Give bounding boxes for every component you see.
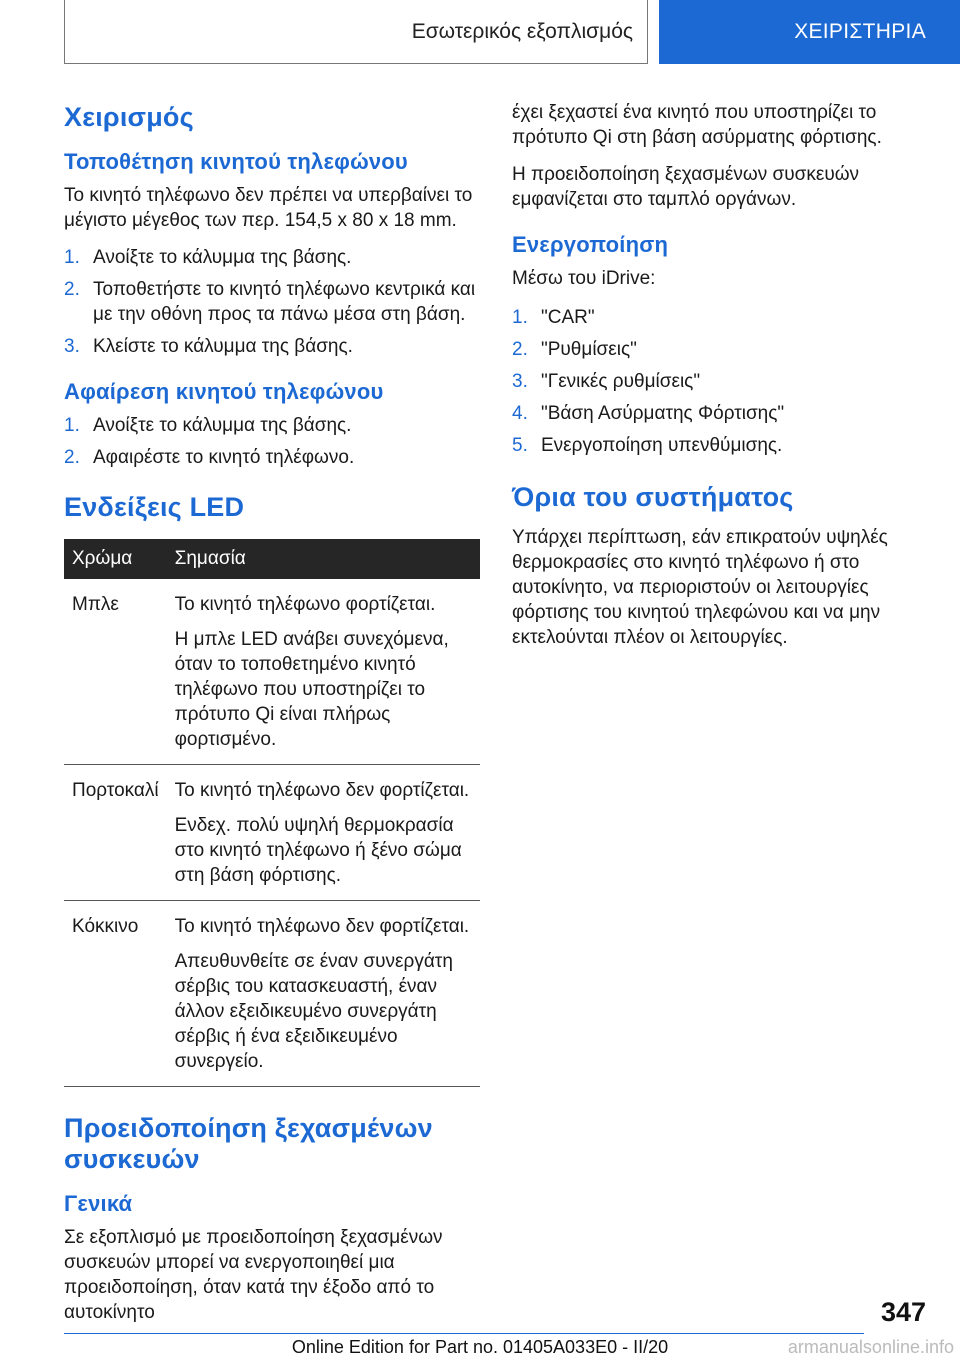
step-text: Τοποθετήστε το κινητό τηλέφωνο κεντρικά και με την οθόνη προς τα πάνω μέσα στη βάση. bbox=[93, 279, 476, 325]
list-item bbox=[512, 401, 928, 426]
step-text: Αφαιρέστε το κινητό τηλέφωνο. bbox=[93, 447, 355, 468]
step-number: 1. bbox=[64, 415, 80, 436]
heading-led: Ενδείξεις LED bbox=[64, 492, 245, 522]
place-intro-text: Το κινητό τηλέφωνο δεν πρέπει να υπερβαίνει το μέγιστο μέγεθος των περ. 154,5 x 80 x 18 mm. bbox=[64, 185, 473, 231]
meaning-primary: Το κινητό τηλέφωνο δεν φορτίζεται. bbox=[174, 780, 470, 801]
watermark: armanualsonline.info bbox=[787, 1337, 954, 1357]
step-number: 3. bbox=[512, 371, 528, 392]
page-number: 347 bbox=[880, 1297, 926, 1327]
heading-place-phone: Τοποθέτηση κινητού τηλεφώνου bbox=[64, 149, 408, 174]
meaning-detail: Ενδεχ. πολύ υψηλή θερμοκρασία στο κινητό τηλέφωνο ή ξένο σώμα στη βάση φόρτισης. bbox=[174, 815, 462, 886]
step-number: 5. bbox=[512, 435, 528, 456]
led-table bbox=[64, 539, 480, 1087]
general-text: Σε εξοπλισμό με προειδοποίηση ξεχασμένων συσκευών μπορεί να ενεργοποιηθεί μια προειδοποίηση, όταν κατά την έξοδο από το αυτοκίνητο bbox=[64, 1227, 443, 1323]
cell-color: Μπλε bbox=[64, 579, 167, 765]
list-item bbox=[64, 445, 482, 470]
meaning-detail: Η μπλε LED ανάβει συνεχόμενα, όταν το τοποθετημένο κινητό τηλέφωνο που υποστηρίζει το πρότυπο Qi είναι πλήρως φορτισμένο. bbox=[174, 629, 449, 750]
step-text: "Ρυθμίσεις" bbox=[541, 339, 637, 360]
step-text: Ανοίξτε το κάλυμμα της βάσης. bbox=[93, 415, 352, 436]
footer-edition: Online Edition for Part no. 01405A033E0 - II/20 bbox=[291, 1337, 669, 1357]
cell-meaning bbox=[167, 901, 480, 1087]
step-text: Ενεργοποίηση υπενθύμισης. bbox=[541, 435, 783, 456]
step-number: 2. bbox=[64, 279, 80, 300]
meaning-detail: Απευθυνθείτε σε έναν συνεργάτη σέρβις του κατασκευαστή, έναν άλλον εξειδικευμένο συνεργάτη σέρβις ή ένα εξειδικευμένο συνεργείο. bbox=[174, 951, 453, 1072]
cell-meaning bbox=[167, 765, 480, 901]
limits-text: Υπάρχει περίπτωση, εάν επικρατούν υψηλές θερμοκρασίες στο κινητό τηλέφωνο ή στο αυτοκίνητο, να περιοριστούν οι λειτουργίες φόρτισης του κινητού τηλεφώνου και να μην εκτελούνται πλέον οι λειτουργίες. bbox=[512, 527, 888, 648]
list-item bbox=[512, 369, 928, 394]
place-steps-list bbox=[64, 245, 482, 359]
step-text: "Γενικές ρυθμίσεις" bbox=[541, 371, 701, 392]
continued-text: έχει ξεχαστεί ένα κινητό που υποστηρίζει το πρότυπο Qi στη βάση ασύρματης φόρτισης. bbox=[512, 102, 882, 148]
list-item bbox=[512, 337, 928, 362]
activation-steps-list bbox=[512, 305, 928, 458]
col-header-meaning: Σημασία bbox=[167, 539, 480, 579]
list-item bbox=[64, 334, 482, 359]
header-section-tab bbox=[64, 0, 648, 64]
list-item bbox=[64, 413, 482, 438]
step-text: Ανοίξτε το κάλυμμα της βάσης. bbox=[93, 247, 352, 268]
warning-display-text: Η προειδοποίηση ξεχασμένων συσκευών εμφανίζεται στο ταμπλό οργάνων. bbox=[512, 164, 860, 210]
header-chapter-tab bbox=[659, 0, 960, 64]
cell-meaning bbox=[167, 579, 480, 765]
right-column bbox=[512, 100, 928, 662]
step-number: 1. bbox=[64, 247, 80, 268]
meaning-primary: Το κινητό τηλέφωνο φορτίζεται. bbox=[174, 594, 436, 615]
list-item bbox=[512, 433, 928, 458]
table-row bbox=[64, 765, 480, 901]
step-text: "CAR" bbox=[541, 307, 595, 328]
step-number: 2. bbox=[64, 447, 80, 468]
step-text: "Βάση Ασύρματης Φόρτισης" bbox=[541, 403, 785, 424]
step-number: 3. bbox=[64, 336, 80, 357]
table-row bbox=[64, 579, 480, 765]
heading-operation: Χειρισμός bbox=[64, 102, 194, 132]
header-chapter-title: ΧΕΙΡΙΣΤΗΡΙΑ bbox=[794, 20, 926, 43]
table-row bbox=[64, 901, 480, 1087]
remove-steps-list bbox=[64, 413, 482, 470]
activation-intro: Μέσω του iDrive: bbox=[512, 268, 656, 289]
cell-color: Κόκκινο bbox=[64, 901, 167, 1087]
left-column bbox=[64, 100, 482, 1337]
list-item bbox=[64, 277, 482, 327]
heading-general: Γενικά bbox=[64, 1191, 133, 1216]
step-number: 4. bbox=[512, 403, 528, 424]
heading-activation: Ενεργοποίηση bbox=[512, 232, 669, 257]
list-item bbox=[64, 245, 482, 270]
heading-remove-phone: Αφαίρεση κινητού τηλεφώνου bbox=[64, 379, 384, 404]
meaning-primary: Το κινητό τηλέφωνο δεν φορτίζεται. bbox=[174, 916, 470, 937]
heading-warning: Προειδοποίηση ξεχασμένων συσκευών bbox=[64, 1113, 433, 1174]
col-header-color: Χρώμα bbox=[64, 539, 167, 579]
heading-system-limits: Όρια του συστήματος bbox=[512, 482, 794, 512]
step-number: 1. bbox=[512, 307, 528, 328]
step-number: 2. bbox=[512, 339, 528, 360]
cell-color: Πορτοκαλί bbox=[64, 765, 167, 901]
step-text: Κλείστε το κάλυμμα της βάσης. bbox=[93, 336, 353, 357]
header-section-title: Εσωτερικός εξοπλισμός bbox=[411, 19, 633, 43]
list-item bbox=[512, 305, 928, 330]
footer-divider bbox=[64, 1333, 864, 1334]
table-header-row bbox=[64, 539, 480, 579]
